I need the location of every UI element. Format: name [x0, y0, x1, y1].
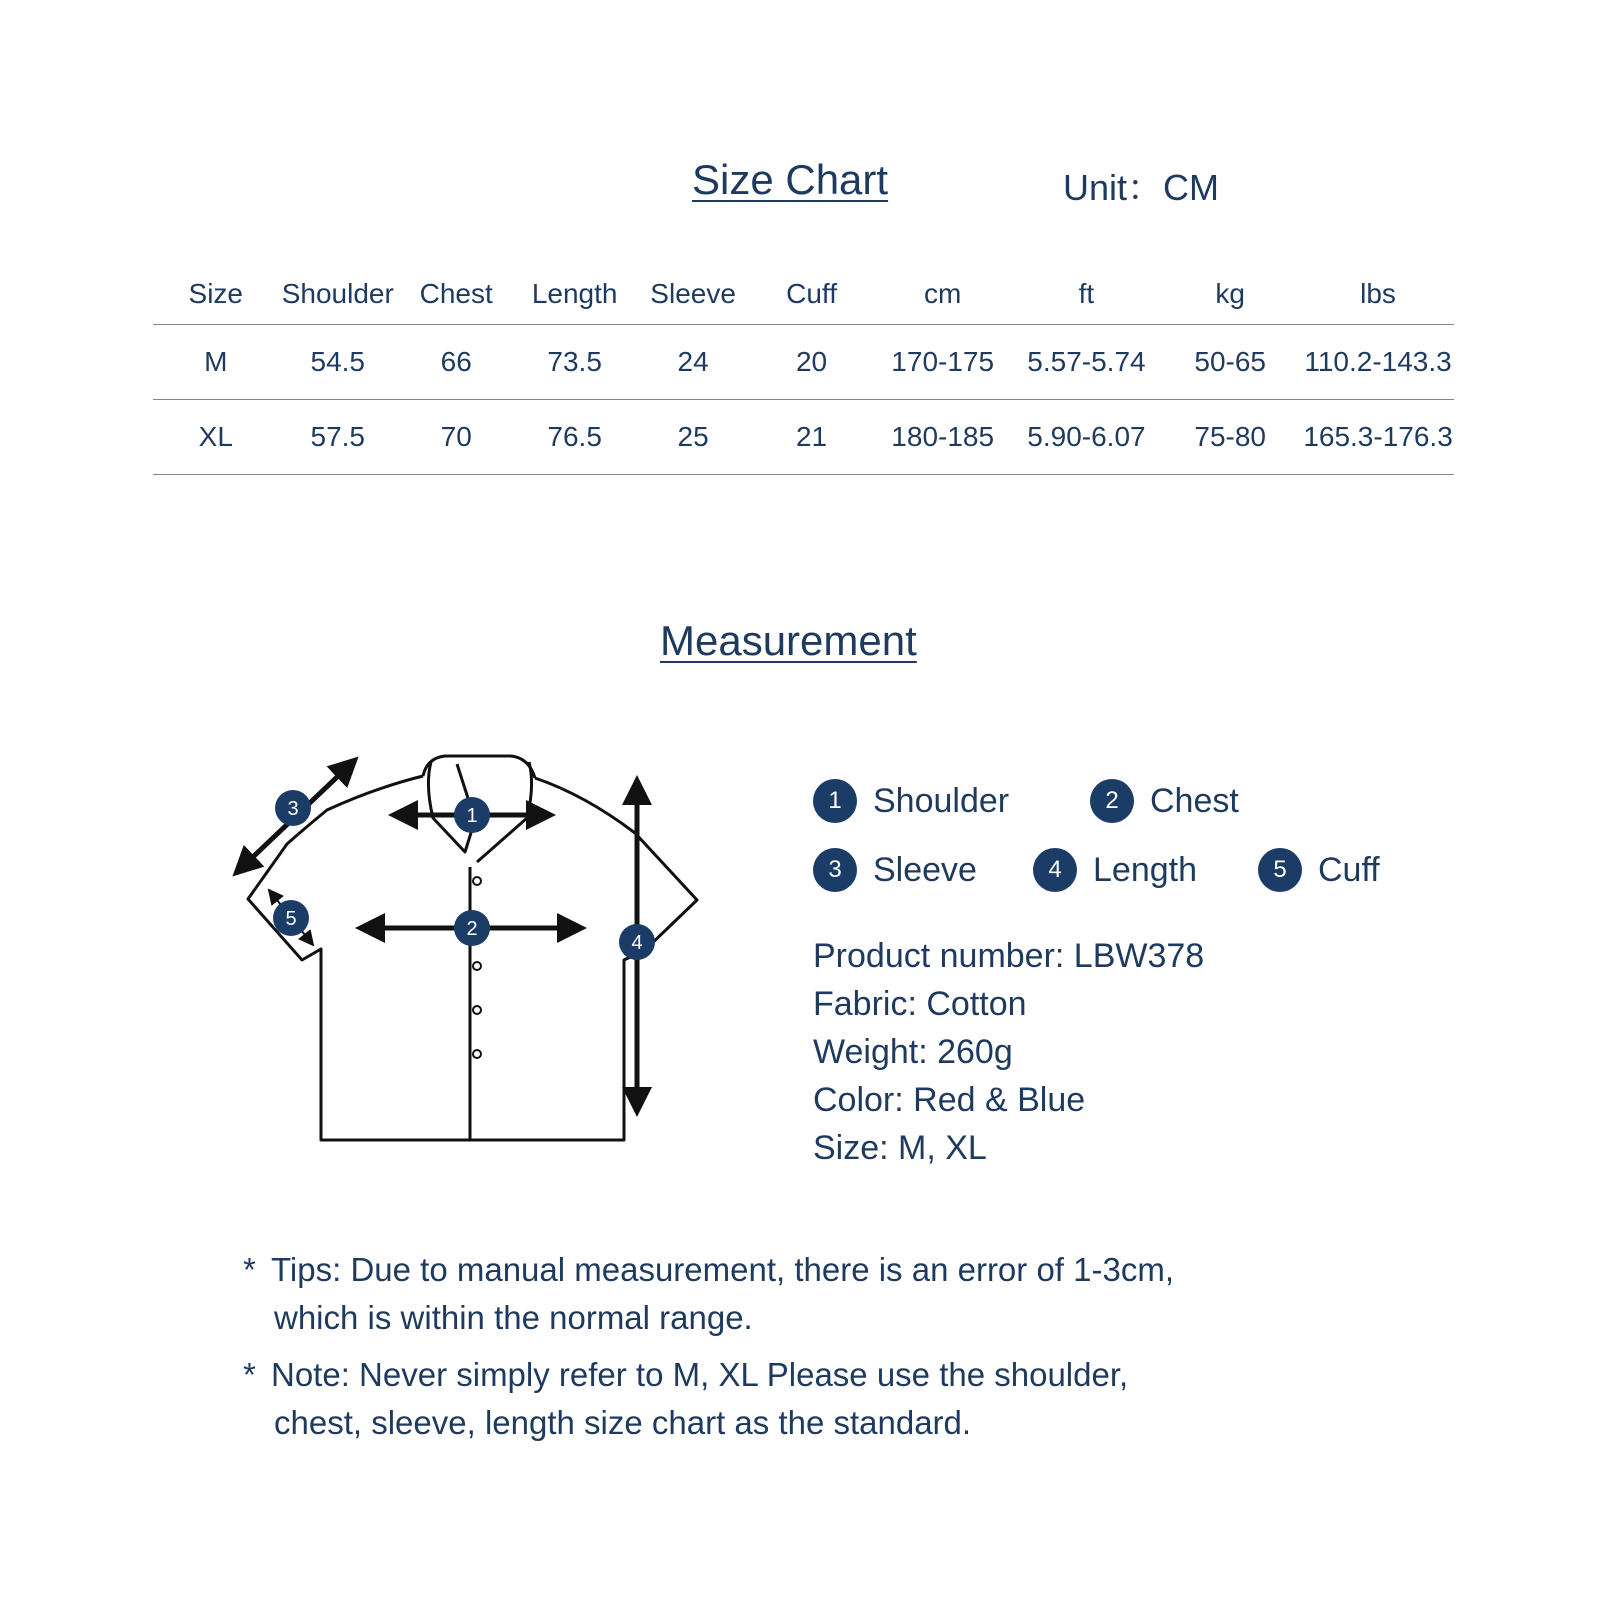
size-chart-title: Size Chart [692, 156, 889, 203]
product-weight: Weight: 260g [813, 1033, 1013, 1071]
marker-2: 2 [466, 918, 478, 940]
column-header: kg [1158, 278, 1302, 325]
column-header: Cuff [752, 278, 870, 325]
legend-number: 1 [813, 779, 857, 823]
marker-3: 3 [287, 798, 299, 820]
table-row [153, 400, 1454, 475]
legend-number: 2 [1090, 779, 1134, 823]
column-header: cm [871, 278, 1015, 325]
product-info [813, 932, 1204, 1172]
table-cell: 73.5 [515, 325, 633, 400]
column-header: Shoulder [279, 278, 397, 325]
legend-number: 4 [1033, 848, 1077, 892]
diagram-markers [273, 790, 655, 960]
column-header: Size [153, 278, 279, 325]
column-header: lbs [1302, 278, 1454, 325]
note-asterisk: * [243, 1356, 256, 1393]
table-cell: 180-185 [871, 400, 1015, 475]
legend-number: 3 [813, 848, 857, 892]
note-line-1: Note: Never simply refer to M, XL Please use the shoulder, [271, 1356, 1129, 1393]
marker-1: 1 [466, 805, 478, 827]
column-header: Sleeve [634, 278, 752, 325]
column-header: ft [1015, 278, 1159, 325]
marker-5: 5 [285, 908, 297, 930]
table-row [153, 325, 1454, 400]
tips-line-1: Tips: Due to manual measurement, there is an error of 1-3cm, [271, 1251, 1174, 1288]
size-table [153, 278, 1454, 475]
tips-line-2: which is within the normal range. [274, 1299, 753, 1336]
product-sizes: Size: M, XL [813, 1129, 987, 1167]
note-line-2: chest, sleeve, length size chart as the standard. [274, 1404, 972, 1441]
legend-number: 5 [1258, 848, 1302, 892]
column-header: Length [515, 278, 633, 325]
marker-4: 4 [631, 932, 643, 954]
legend-cuff [1258, 846, 1380, 894]
legend-label: Sleeve [873, 850, 977, 889]
legend-sleeve [813, 846, 977, 894]
table-cell: 165.3-176.3 [1302, 400, 1454, 475]
product-color: Color: Red & Blue [813, 1081, 1086, 1119]
table-cell: 50-65 [1158, 325, 1302, 400]
table-header-row [153, 278, 1454, 325]
legend-shoulder [813, 777, 1009, 825]
table-cell: 170-175 [871, 325, 1015, 400]
table-cell: 75-80 [1158, 400, 1302, 475]
legend-label: Length [1093, 850, 1197, 889]
shirt-measurement-diagram [215, 740, 735, 1180]
table-cell: 20 [752, 325, 870, 400]
table-cell: 24 [634, 325, 752, 400]
legend-label: Chest [1150, 781, 1239, 820]
table-cell: M [153, 325, 279, 400]
table-cell: 70 [397, 400, 515, 475]
table-cell: 57.5 [279, 400, 397, 475]
legend-label: Cuff [1318, 850, 1380, 889]
table-cell: 110.2-143.3 [1302, 325, 1454, 400]
standard-note [243, 1351, 1128, 1447]
unit-label: Unit：CM [1063, 167, 1220, 208]
table-cell: XL [153, 400, 279, 475]
tips-note [243, 1246, 1174, 1342]
product-fabric: Fabric: Cotton [813, 985, 1027, 1023]
legend-chest [1090, 777, 1239, 825]
column-header: Chest [397, 278, 515, 325]
table-cell: 76.5 [515, 400, 633, 475]
product-number: Product number: LBW378 [813, 937, 1205, 975]
legend-label: Shoulder [873, 781, 1010, 820]
table-cell: 25 [634, 400, 752, 475]
table-cell: 5.90-6.07 [1015, 400, 1159, 475]
table-cell: 66 [397, 325, 515, 400]
measurement-title: Measurement [660, 617, 917, 664]
table-cell: 54.5 [279, 325, 397, 400]
table-cell: 21 [752, 400, 870, 475]
legend-length [1033, 846, 1197, 894]
table-cell: 5.57-5.74 [1015, 325, 1159, 400]
note-asterisk: * [243, 1251, 256, 1288]
